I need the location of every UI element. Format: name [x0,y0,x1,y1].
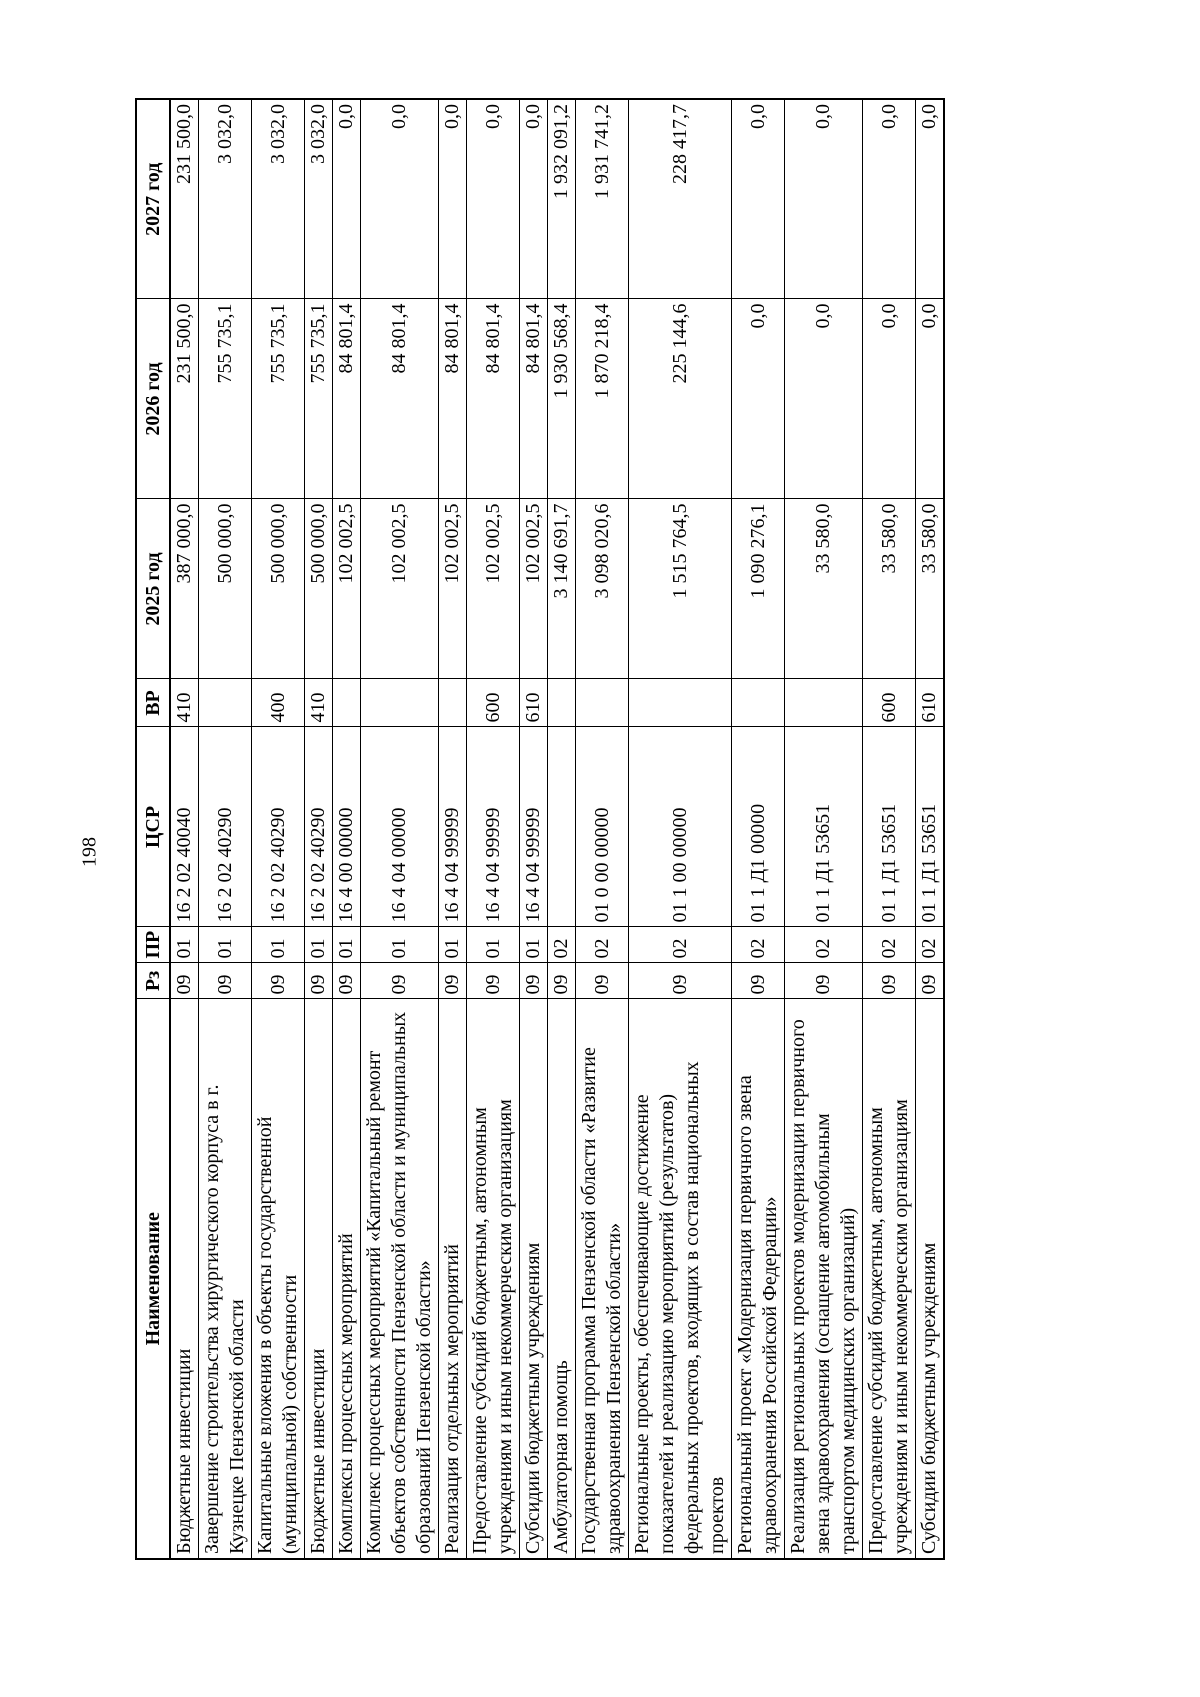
cell-vr [576,679,629,727]
cell-vr [333,679,361,727]
cell-2027: 0,0 [916,99,945,299]
cell-csr: 16 4 04 00000 [361,727,439,927]
cell-pr: 02 [629,927,732,963]
cell-2025: 387 000,0 [170,499,199,679]
cell-rz: 09 [361,963,439,999]
cell-rz: 09 [199,963,252,999]
cell-2027: 1 932 091,2 [548,99,576,299]
cell-pr: 01 [170,927,199,963]
cell-rz: 09 [916,963,945,999]
header-rz: Рз [136,963,170,999]
cell-2025: 102 002,5 [467,499,520,679]
cell-2026: 0,0 [785,299,863,499]
cell-csr: 16 2 02 40290 [252,727,305,927]
cell-2027: 0,0 [863,99,916,299]
table-body [170,99,944,1559]
cell-rz: 09 [252,963,305,999]
cell-2027: 3 032,0 [199,99,252,299]
cell-vr [548,679,576,727]
cell-2026: 84 801,4 [333,299,361,499]
cell-name: Субсидии бюджетным учреждениям [916,999,945,1559]
cell-rz: 09 [305,963,333,999]
cell-rz: 09 [520,963,548,999]
cell-rz: 09 [333,963,361,999]
table-row [361,99,439,1559]
cell-csr: 16 2 02 40290 [305,727,333,927]
cell-vr [199,679,252,727]
cell-2025: 3 098 020,6 [576,499,629,679]
cell-2027: 0,0 [439,99,467,299]
table-row [629,99,732,1559]
cell-vr: 600 [863,679,916,727]
cell-2026: 84 801,4 [467,299,520,499]
table-row [170,99,199,1559]
cell-rz: 09 [785,963,863,999]
table-row [863,99,916,1559]
cell-name: Предоставление субсидий бюджетным, автономным учреждениям и иным некоммерческим организациям [863,999,916,1559]
cell-2027: 231 500,0 [170,99,199,299]
cell-2027: 0,0 [732,99,785,299]
cell-name: Предоставление субсидий бюджетным, автономным учреждениям и иным некоммерческим организациям [467,999,520,1559]
cell-vr [361,679,439,727]
cell-name: Амбулаторная помощь [548,999,576,1559]
cell-2025: 33 580,0 [785,499,863,679]
header-vr: ВР [136,679,170,727]
cell-name: Региональный проект «Модернизация первичного звена здравоохранения Российской Федерации» [732,999,785,1559]
cell-2025: 102 002,5 [439,499,467,679]
cell-2027: 0,0 [361,99,439,299]
cell-2025: 1 090 276,1 [732,499,785,679]
table-row [732,99,785,1559]
cell-2026: 1 930 568,4 [548,299,576,499]
header-name: Наименование [136,999,170,1559]
cell-pr: 02 [576,927,629,963]
cell-vr [732,679,785,727]
cell-2026: 84 801,4 [520,299,548,499]
cell-rz: 09 [863,963,916,999]
cell-2025: 500 000,0 [305,499,333,679]
cell-2027: 228 417,7 [629,99,732,299]
cell-vr: 410 [305,679,333,727]
cell-rz: 09 [548,963,576,999]
cell-pr: 02 [863,927,916,963]
table-row [305,99,333,1559]
cell-2026: 0,0 [732,299,785,499]
cell-name: Капитальные вложения в объекты государственной (муниципальной) собственности [252,999,305,1559]
cell-vr [785,679,863,727]
cell-2026: 1 870 218,4 [576,299,629,499]
cell-csr: 01 1 Д1 53651 [916,727,945,927]
cell-2027: 0,0 [467,99,520,299]
cell-vr: 600 [467,679,520,727]
header-2026: 2026 год [136,299,170,499]
table-row [333,99,361,1559]
cell-vr [629,679,732,727]
cell-2025: 3 140 691,7 [548,499,576,679]
cell-2027: 0,0 [785,99,863,299]
cell-2027: 3 032,0 [305,99,333,299]
cell-name: Бюджетные инвестиции [170,999,199,1559]
header-2027: 2027 год [136,99,170,299]
cell-2025: 1 515 764,5 [629,499,732,679]
cell-name: Государственная программа Пензенской области «Развитие здравоохранения Пензенской области» [576,999,629,1559]
cell-csr: 16 4 00 00000 [333,727,361,927]
cell-rz: 09 [170,963,199,999]
cell-name: Комплекс процессных мероприятий «Капитальный ремонт объектов собственности Пензенской области и муниципальных образований Пензенской области» [361,999,439,1559]
cell-pr: 01 [199,927,252,963]
cell-csr: 16 2 02 40040 [170,727,199,927]
table-row [520,99,548,1559]
cell-pr: 01 [520,927,548,963]
table-row [467,99,520,1559]
cell-vr: 610 [916,679,945,727]
cell-2026: 755 735,1 [199,299,252,499]
cell-csr: 16 4 04 99999 [467,727,520,927]
cell-pr: 02 [548,927,576,963]
cell-2027: 0,0 [520,99,548,299]
cell-csr: 01 1 Д1 53651 [863,727,916,927]
cell-2026: 0,0 [863,299,916,499]
cell-pr: 01 [252,927,305,963]
cell-2025: 102 002,5 [361,499,439,679]
cell-name: Реализация региональных проектов модернизации первичного звена здравоохранения (оснащение автомобильным транспортом медицинских организаций) [785,999,863,1559]
cell-vr: 610 [520,679,548,727]
cell-name: Региональные проекты, обеспечивающие достижение показателей и реализацию мероприятий (результатов) федеральных проектов, входящих в состав национальных проектов [629,999,732,1559]
cell-csr: 01 1 Д1 00000 [732,727,785,927]
cell-csr: 01 0 00 00000 [576,727,629,927]
cell-2025: 33 580,0 [863,499,916,679]
cell-name: Реализация отдельных мероприятий [439,999,467,1559]
table-row [548,99,576,1559]
cell-2025: 102 002,5 [333,499,361,679]
header-2025: 2025 год [136,499,170,679]
cell-name: Субсидии бюджетным учреждениям [520,999,548,1559]
cell-pr: 02 [785,927,863,963]
page-number: 198 [78,837,101,867]
cell-2025: 33 580,0 [916,499,945,679]
rotated-table-container [135,100,945,1560]
cell-rz: 09 [629,963,732,999]
cell-rz: 09 [576,963,629,999]
cell-name: Бюджетные инвестиции [305,999,333,1559]
cell-pr: 02 [916,927,945,963]
cell-2025: 102 002,5 [520,499,548,679]
cell-vr [439,679,467,727]
table-row [199,99,252,1559]
cell-2026: 84 801,4 [361,299,439,499]
cell-pr: 01 [439,927,467,963]
cell-name: Комплексы процессных мероприятий [333,999,361,1559]
cell-2025: 500 000,0 [199,499,252,679]
cell-2026: 755 735,1 [305,299,333,499]
table-row [439,99,467,1559]
cell-csr: 16 2 02 40290 [199,727,252,927]
cell-2026: 755 735,1 [252,299,305,499]
cell-vr: 400 [252,679,305,727]
header-csr: ЦСР [136,727,170,927]
table-row [785,99,863,1559]
budget-table [135,98,945,1560]
cell-2025: 500 000,0 [252,499,305,679]
cell-csr: 01 1 00 00000 [629,727,732,927]
cell-2026: 84 801,4 [439,299,467,499]
cell-pr: 02 [732,927,785,963]
cell-name: Завершение строительства хирургического корпуса в г. Кузнецке Пензенской области [199,999,252,1559]
cell-csr: 16 4 04 99999 [439,727,467,927]
cell-pr: 01 [467,927,520,963]
cell-vr: 410 [170,679,199,727]
table-row [252,99,305,1559]
cell-pr: 01 [361,927,439,963]
cell-2026: 225 144,6 [629,299,732,499]
cell-2027: 1 931 741,2 [576,99,629,299]
cell-2027: 0,0 [333,99,361,299]
cell-rz: 09 [467,963,520,999]
cell-csr: 01 1 Д1 53651 [785,727,863,927]
cell-rz: 09 [732,963,785,999]
table-row [576,99,629,1559]
table-header-row [136,99,170,1559]
cell-csr: 16 4 04 99999 [520,727,548,927]
cell-2027: 3 032,0 [252,99,305,299]
cell-pr: 01 [305,927,333,963]
header-pr: ПР [136,927,170,963]
cell-csr [548,727,576,927]
table-row [916,99,945,1559]
cell-2026: 231 500,0 [170,299,199,499]
cell-pr: 01 [333,927,361,963]
cell-2026: 0,0 [916,299,945,499]
cell-rz: 09 [439,963,467,999]
